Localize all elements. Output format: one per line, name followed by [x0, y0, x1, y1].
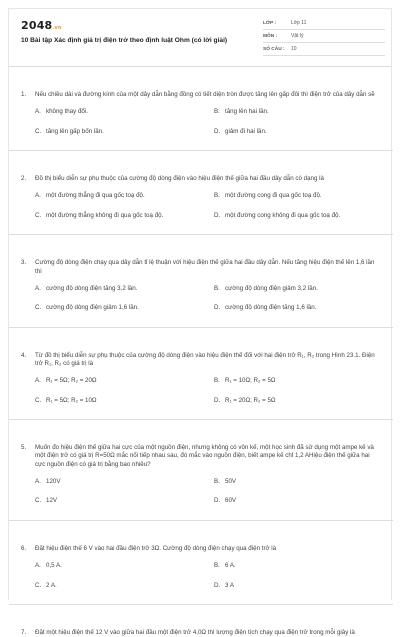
option-text: R₁ = 5Ω; R₂ = 10Ω: [46, 396, 97, 404]
question-item: [9, 420, 393, 521]
option-letter: C.: [35, 497, 42, 505]
option-letter: C.: [35, 304, 42, 312]
option-letter: D.: [214, 127, 221, 135]
option-text: một đường thẳng không đi qua gốc toạ độ.: [46, 211, 164, 219]
option-text: một đường cong không đi qua gốc toạ độ.: [225, 211, 341, 219]
option-text: 12V: [46, 497, 58, 505]
option-letter: A.: [35, 478, 41, 486]
option-text: 0,5 A.: [46, 562, 62, 570]
option-text: 6 A.: [225, 562, 236, 570]
meta-row-count: [263, 43, 385, 56]
option-letter: B.: [214, 284, 220, 292]
answer-option-c[interactable]: [35, 128, 208, 136]
option-text: cường độ dòng điện giảm 1,6 lần.: [46, 304, 139, 312]
question-body: Từ đồ thị biểu diễn sự phụ thuộc của cường độ dòng điện vào hiệu điện thế đối với hai điện trở R₁, R₂ trong Hình 23.1. Điện trở R₁, R₂ có giá trị là: [35, 351, 375, 367]
meta-label: SỐ CÂU :: [263, 46, 285, 52]
question-body: Muốn đo hiệu điện thế giữa hai cực của một nguồn điện, nhưng không có vôn kế, một học sinh đã sử dụng một ampe kế và một điện trở có giá trị R=50Ω mắc nối tiếp nhau sau, đó mắc vào nguồn điện, biết ampe kế chỉ 1,2 AHiệu điện thế giữa hai cực nguồn điện có giá trị bằng bao nhiêu?: [35, 444, 374, 468]
question-text: [21, 352, 381, 369]
option-letter: D.: [214, 304, 221, 312]
question-number: 4.: [21, 351, 27, 359]
logo-suffix: .vn: [52, 25, 62, 31]
question-item: [9, 521, 393, 605]
meta-label: MÔN :: [263, 33, 278, 39]
answer-option-d[interactable]: [208, 582, 381, 590]
option-text: cường độ dòng điện giảm 3,2 lần.: [225, 284, 318, 292]
document-page: [8, 8, 392, 636]
question-text: [21, 259, 381, 276]
answer-options: [35, 285, 381, 327]
option-letter: A.: [35, 284, 41, 292]
question-item: [9, 151, 393, 235]
option-letter: A.: [35, 108, 41, 116]
option-text: cường độ dòng điện tăng 3,2 lần.: [46, 284, 138, 292]
question-item: [9, 235, 393, 327]
answer-option-b[interactable]: [208, 192, 381, 200]
answer-option-c[interactable]: [35, 497, 208, 505]
answer-option-b[interactable]: [208, 285, 381, 293]
question-text: [21, 175, 381, 183]
answer-options: [35, 108, 381, 150]
answer-option-a[interactable]: [35, 478, 208, 486]
option-letter: B.: [214, 562, 220, 570]
question-body: Nếu chiều dài và đường kính của một dây dẫn bằng đồng có tiết diện tròn được tăng lên gấp đôi thì điện trở của dây dẫn sẽ: [35, 91, 375, 98]
option-letter: A.: [35, 562, 41, 570]
document-meta: [263, 17, 385, 56]
answer-option-c[interactable]: [35, 397, 208, 405]
option-text: tăng lên hai lần.: [225, 108, 269, 116]
answer-options: [35, 478, 381, 520]
option-text: 3 A: [225, 581, 234, 589]
answer-options: [35, 562, 381, 604]
document-title: 10 Bài tập Xác định giá trị điện trở theo định luật Ohm (có lời giải): [21, 37, 228, 44]
option-text: giảm đi hai lần.: [225, 127, 267, 135]
option-text: một đường thẳng đi qua gốc toạ độ.: [46, 192, 145, 200]
answer-option-c[interactable]: [35, 582, 208, 590]
meta-value: Lớp 11: [291, 20, 307, 27]
question-text: [21, 545, 381, 553]
question-number: 2.: [21, 175, 27, 183]
answer-options: [35, 377, 381, 419]
option-text: R₁ = 20Ω; R₂ = 5Ω: [225, 396, 276, 404]
answer-option-c[interactable]: [35, 212, 208, 220]
option-letter: A.: [35, 192, 41, 200]
question-number: 1.: [21, 91, 27, 98]
answer-option-a[interactable]: [35, 108, 208, 116]
question-text: [21, 444, 381, 469]
meta-row-subject: [263, 30, 385, 43]
answer-option-d[interactable]: [208, 212, 381, 220]
option-text: một đường cong đi qua gốc toạ độ.: [225, 192, 322, 200]
option-letter: B.: [214, 192, 220, 200]
option-text: tăng lên gấp bốn lần.: [46, 127, 104, 135]
option-letter: C.: [35, 581, 42, 589]
answer-option-b[interactable]: [208, 377, 381, 385]
answer-option-b[interactable]: [208, 478, 381, 486]
logo-main: 2048: [21, 19, 53, 32]
option-text: 60V: [225, 497, 237, 505]
option-letter: B.: [214, 108, 220, 116]
question-item: [9, 328, 393, 420]
option-letter: D.: [214, 396, 221, 404]
answer-option-a[interactable]: [35, 192, 208, 200]
question-list: [9, 67, 393, 637]
option-text: R₁ = 5Ω; R₂ = 20Ω: [46, 377, 97, 385]
answer-option-a[interactable]: [35, 285, 208, 293]
option-letter: A.: [35, 377, 41, 385]
answer-option-b[interactable]: [208, 562, 381, 570]
answer-option-d[interactable]: [208, 497, 381, 505]
option-letter: B.: [214, 377, 220, 385]
option-letter: B.: [214, 478, 220, 486]
option-text: 2 A.: [46, 581, 57, 589]
option-text: không thay đổi.: [46, 108, 88, 116]
answer-options: [35, 192, 381, 234]
question-body: Cường độ dòng điện chạy qua dây dẫn tỉ lệ thuận với hiệu điện thế giữa hai đầu dây dẫn. Nếu tăng hiệu điện thế lên 1,6 lần thì: [35, 259, 375, 275]
meta-value: 10: [291, 46, 297, 53]
question-body: Đồ thị biểu diễn sự phụ thuộc của cường độ dòng điện vào hiệu điện thế giữa hai đầu dây dẫn có dạng là: [35, 175, 324, 183]
option-text: cường độ dòng điện tăng 1,6 lần.: [225, 304, 317, 312]
answer-option-b[interactable]: [208, 108, 381, 116]
site-logo[interactable]: [21, 19, 62, 34]
answer-option-a[interactable]: [35, 377, 208, 385]
option-letter: D.: [214, 211, 221, 219]
question-text: [21, 91, 381, 99]
meta-row-class: [263, 17, 385, 30]
question-body: Đặt một hiệu điện thế 12 V vào giữa hai đầu một điện trở 4,0Ω thì lượng điện tích chạy qua điện trở trong mỗi giây là: [35, 628, 355, 636]
meta-label: LỚP :: [263, 20, 277, 26]
option-text: R₁ = 10Ω; R₂ = 5Ω: [225, 377, 276, 385]
option-text: 50V: [225, 478, 237, 486]
answer-option-d[interactable]: [208, 128, 381, 136]
option-letter: C.: [35, 396, 42, 404]
answer-option-d[interactable]: [208, 304, 381, 312]
option-letter: D.: [214, 497, 221, 505]
question-number: 5.: [21, 444, 27, 452]
meta-value: Vật lý: [291, 33, 304, 40]
option-letter: C.: [35, 211, 42, 219]
question-number: 6.: [21, 544, 27, 552]
question-number: 7.: [21, 628, 27, 636]
question-item: [9, 67, 393, 151]
question-body: Đặt hiệu điện thế 6 V vào hai đầu điện trở 3Ω. Cường độ dòng điện chạy qua điện trở là: [35, 544, 277, 552]
document-header: [9, 9, 391, 67]
question-number: 3.: [21, 259, 27, 267]
option-letter: D.: [214, 581, 221, 589]
answer-option-d[interactable]: [208, 397, 381, 405]
answer-option-c[interactable]: [35, 304, 208, 312]
option-text: 120V: [46, 478, 61, 486]
question-text: [21, 629, 381, 637]
question-item: [9, 605, 393, 637]
option-letter: C.: [35, 127, 42, 135]
answer-option-a[interactable]: [35, 562, 208, 570]
